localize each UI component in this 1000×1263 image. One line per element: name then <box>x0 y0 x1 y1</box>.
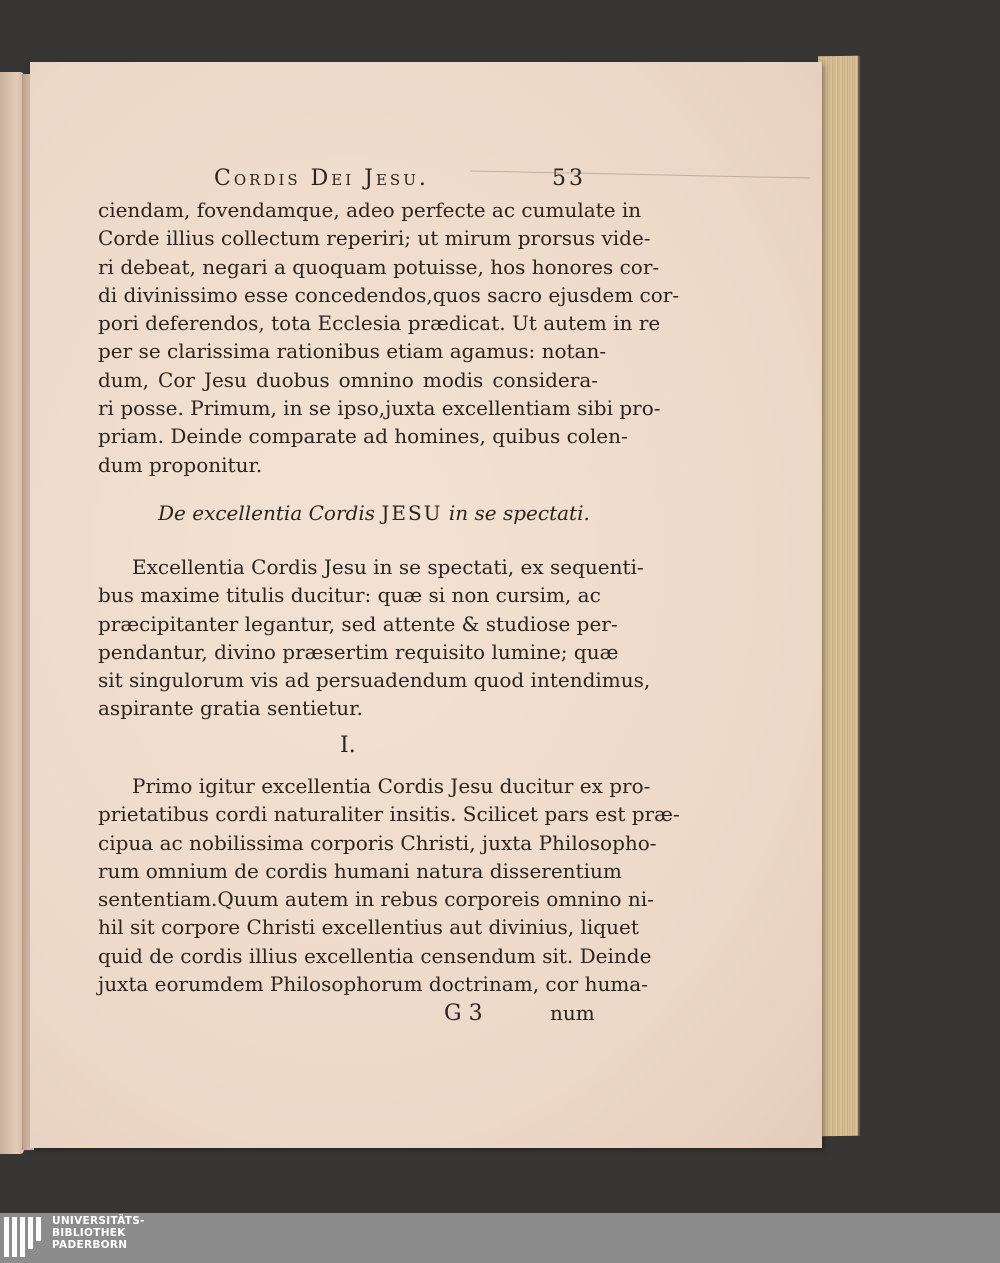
text-line: bus maxime titulis ducitur: quæ si non cursim, ac <box>98 583 601 608</box>
text-line: per se clarissima rationibus etiam agamus: notan- <box>98 339 607 364</box>
text-line: prietatibus cordi naturaliter insitis. Scilicet pars est præ- <box>98 802 680 827</box>
page-header <box>214 166 594 196</box>
text-line: dum proponitur. <box>98 452 263 477</box>
text-line: sit singulorum vis ad persuadendum quod intendimus, <box>98 668 651 693</box>
library-logo-icon <box>4 1217 44 1261</box>
heading-prefix: De excellentia Cordis <box>158 501 375 525</box>
paragraph-3 <box>98 772 680 998</box>
text-line: juxta eorumdem Philosophorum doctrinam, cor huma- <box>98 972 648 997</box>
paragraph-1 <box>98 196 680 479</box>
facing-page-edge <box>0 72 24 1154</box>
text-line: Primo igitur excellentia Cordis Jesu ducitur ex pro- <box>132 774 651 798</box>
catchword: num <box>550 1001 595 1025</box>
text-line: Corde illius collectum reperiri; ut mirum prorsus vide- <box>98 226 651 251</box>
library-footer-bar <box>0 1213 1000 1263</box>
section-number: I. <box>340 733 356 758</box>
page-number: 53 <box>552 166 586 191</box>
heading-suffix: in se spectati. <box>448 501 590 525</box>
heading-name: JESU <box>381 501 443 525</box>
text-line: pendantur, divino præsertim requisito lumine; quæ <box>98 639 619 664</box>
text-line: cipua ac nobilissima corporis Christi, juxta Philosopho- <box>98 830 657 855</box>
text-line: ri debeat, negari a quoquam potuisse, hos honores cor- <box>98 254 660 279</box>
text-line: aspirante gratia sentietur. <box>98 696 363 721</box>
text-line: sententiam.Quum autem in rebus corporeis omnino ni- <box>98 887 654 912</box>
library-name <box>52 1215 145 1251</box>
text-line: di divinissimo esse concedendos,quos sacro ejusdem cor- <box>98 282 680 307</box>
text-line: pori deferendos, tota Ecclesia prædicat. Ut autem in re <box>98 311 661 336</box>
text-line: Excellentia Cordis Jesu in se spectati, ex sequenti- <box>132 555 644 579</box>
text-line: ri posse. Primum, in se ipso,juxta excellentiam sibi pro- <box>98 396 661 421</box>
text-line: præcipitanter legantur, sed attente & studiose per- <box>98 611 618 636</box>
text-line: ciendam, fovendamque, adeo perfecte ac cumulate in <box>98 198 642 222</box>
paragraph-2 <box>98 553 651 723</box>
text-line: priam. Deinde comparate ad homines, quibus colen- <box>98 424 628 449</box>
library-name-line: BIBLIOTHEK <box>52 1227 126 1239</box>
page-block-edge <box>818 56 860 1136</box>
section-heading <box>158 501 590 525</box>
text-line: hil sit corpore Christi excellentius aut divinius, liquet <box>98 915 639 940</box>
text-line: rum omnium de cordis humani natura disserentium <box>98 858 622 883</box>
signature-mark: G 3 <box>444 1001 483 1026</box>
running-title: Cordis Dei Jesu. <box>214 166 429 191</box>
text-line: quid de cordis illius excellentia censendum sit. Deinde <box>98 943 652 968</box>
text-line: dum, Cor Jesu duobus omnino modis considera- <box>98 367 598 392</box>
library-name-line: UNIVERSITÄTS- <box>52 1215 145 1227</box>
library-name-line: PADERBORN <box>52 1239 128 1251</box>
